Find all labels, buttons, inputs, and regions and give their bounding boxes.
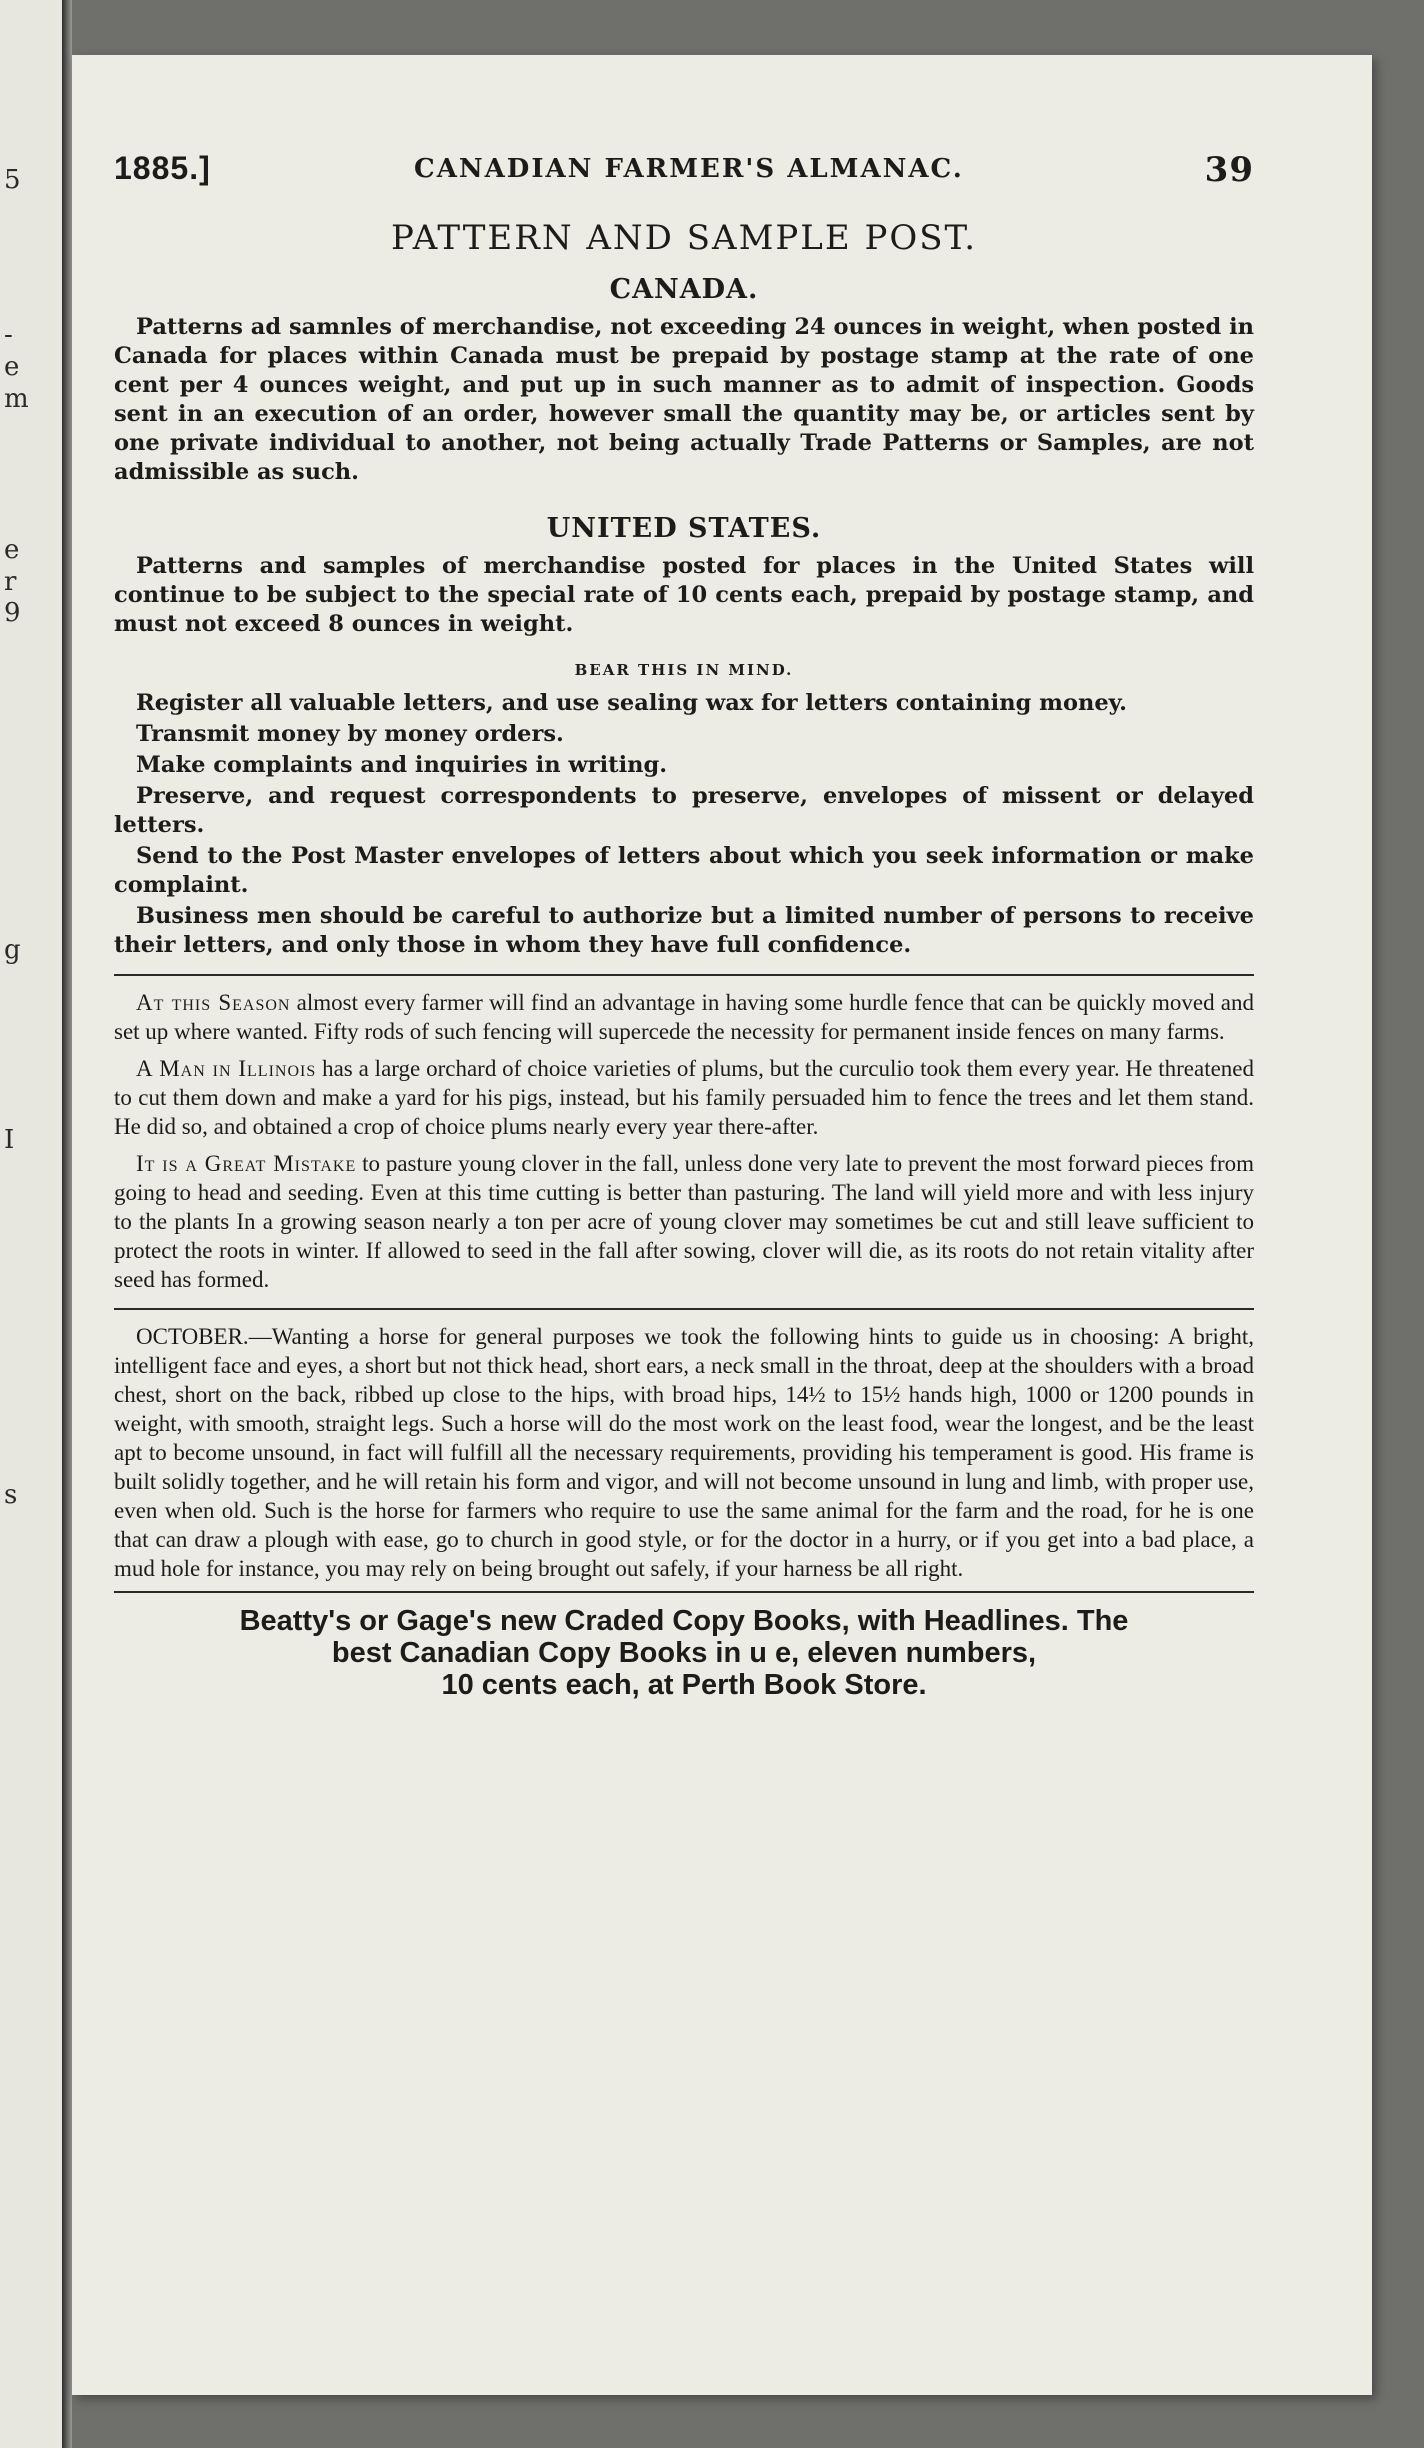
running-header [114, 150, 1254, 200]
left-fragment: e [4, 352, 20, 382]
list-item: Make complaints and inquiries in writing. [136, 752, 668, 778]
book-gutter [62, 0, 72, 2448]
article-illinois [114, 1054, 1254, 1141]
article-lead: A Man in Illinois [136, 1056, 317, 1081]
list-item: Business men should be careful to authorize but a limited number of persons to receive their letters, and only those in whom they have full confidence. [114, 903, 1254, 958]
article-clover [114, 1149, 1254, 1294]
ad-line: Beatty's or Gage's new Craded Copy Books, with Headlines. The [239, 1605, 1129, 1637]
page-title: PATTERN AND SAMPLE POST. [390, 218, 978, 258]
list-item: Send to the Post Master envelopes of letters about which you seek information or make complaint. [114, 843, 1254, 898]
header-year: 1885.] [114, 150, 211, 186]
adjacent-page-edge [0, 0, 65, 2448]
left-fragment: g [4, 935, 21, 965]
canada-heading: CANADA. [609, 274, 759, 305]
article-text: has a large orchard of choice varieties of plums, but the curculio took them every year. He threatened to cut them down and make a yard for his pigs, instead, but his family persuaded him to fence the trees and let them stand. He did so, and obtained a crop of choice plums nearly every year there-after. [114, 1056, 1255, 1139]
almanac-page [72, 55, 1372, 2395]
header-almanac-title: CANADIAN FARMER'S ALMANAC. [414, 154, 964, 184]
article-october [114, 1322, 1254, 1583]
article-text: almost every farmer will find an advantage in having some hurdle fence that can be quickly moved and set up where wanted. Fifty rods of such fencing will supercede the necessity for permanent inside fences on many farms. [114, 990, 1254, 1044]
left-fragment: r [4, 567, 17, 597]
divider [114, 1591, 1254, 1593]
canada-paragraph: Patterns ad samnles of merchandise, not exceeding 24 ounces in weight, when posted in Canada for places within Canada must be prepaid by postage stamp at the rate of one cent per 4 ounces weight, and put up in such manner as to admit of inspection. Goods sent in an execution of an order, however small the quantity may be, or articles sent by one private individual to another, not being actually Trade Patterns or Samples, are not admissible as such. [114, 314, 1254, 485]
left-fragment: m [4, 384, 29, 414]
divider [114, 1308, 1254, 1310]
united-states-heading: UNITED STATES. [546, 513, 822, 544]
bear-in-mind-list [114, 689, 1254, 960]
left-fragment: - [4, 320, 13, 350]
united-states-paragraph: Patterns and samples of merchandise posted for places in the United States will continue to be subject to the special rate of 10 cents each, prepaid by postage stamp, and must not exceed 8 ounces in weight. [114, 553, 1254, 637]
page-content [114, 150, 1254, 1701]
list-item: Register all valuable letters, and use sealing wax for letters containing money. [136, 690, 1127, 716]
left-fragment: I [4, 1125, 15, 1155]
copy-books-advertisement [114, 1605, 1254, 1701]
list-item: Transmit money by money orders. [136, 721, 564, 747]
article-season [114, 988, 1254, 1046]
farming-notes [114, 988, 1254, 1583]
article-lead: It is a Great Mistake [136, 1151, 357, 1176]
left-fragment: s [4, 1480, 18, 1510]
article-lead: At this Season [136, 990, 291, 1015]
left-fragment: e [4, 535, 20, 565]
list-item: Preserve, and request correspondents to preserve, envelopes of missent or delayed letters. [114, 783, 1254, 838]
article-text: to pasture young clover in the fall, unless done very late to prevent the most forward pieces from going to head and seeding. Even at this time cutting is better than pasturing. The land will yield more and with less injury to the plants In a growing season nearly a ton per acre of young clover may sometimes be cut and still leave sufficient to protect the roots in winter. If allowed to seed in the fall after sowing, clover will die, as its roots do not retain vitality after seed has formed. [114, 1151, 1254, 1292]
divider [114, 974, 1254, 976]
left-fragment: 9 [4, 598, 21, 628]
page-number: 39 [1204, 150, 1254, 190]
ad-line: 10 cents each, at Perth Book Store. [441, 1669, 927, 1701]
bear-in-mind-heading: BEAR THIS IN MIND. [574, 661, 794, 679]
article-text: —Wanting a horse for general purposes we took the following hints to guide us in choosing: A bright, intelligent face and eyes, a short but not thick head, short ears, a neck small in the throat, deep at the shoulders with a broad chest, short on the back, ribbed up close to the hips, with broad hips, 14½ to 15½ hands high, 1000 or 1200 pounds in weight, with smooth, straight legs. Such a horse will do the most work on the least food, wear the longest, and be the least apt to become unsound, in fact will fulfill all the necessary requirements, providing his temperament is good. His frame is built solidly together, and he will retain his form and vigor, and will not become unsound in lung and limb, with proper use, even when old. Such is the horse for farmers who require to use the same animal for the farm and the road, for he is one that can draw a plough with ease, go to church in good style, or for the doctor in a hurry, or if you get into a bad place, a mud hole for instance, you may rely on being brought out safely, if your harness be all right. [114, 1324, 1254, 1581]
article-lead: OCTOBER. [136, 1324, 249, 1349]
ad-line: best Canadian Copy Books in u e, eleven numbers, [331, 1637, 1037, 1669]
left-fragment: 5 [4, 165, 21, 195]
